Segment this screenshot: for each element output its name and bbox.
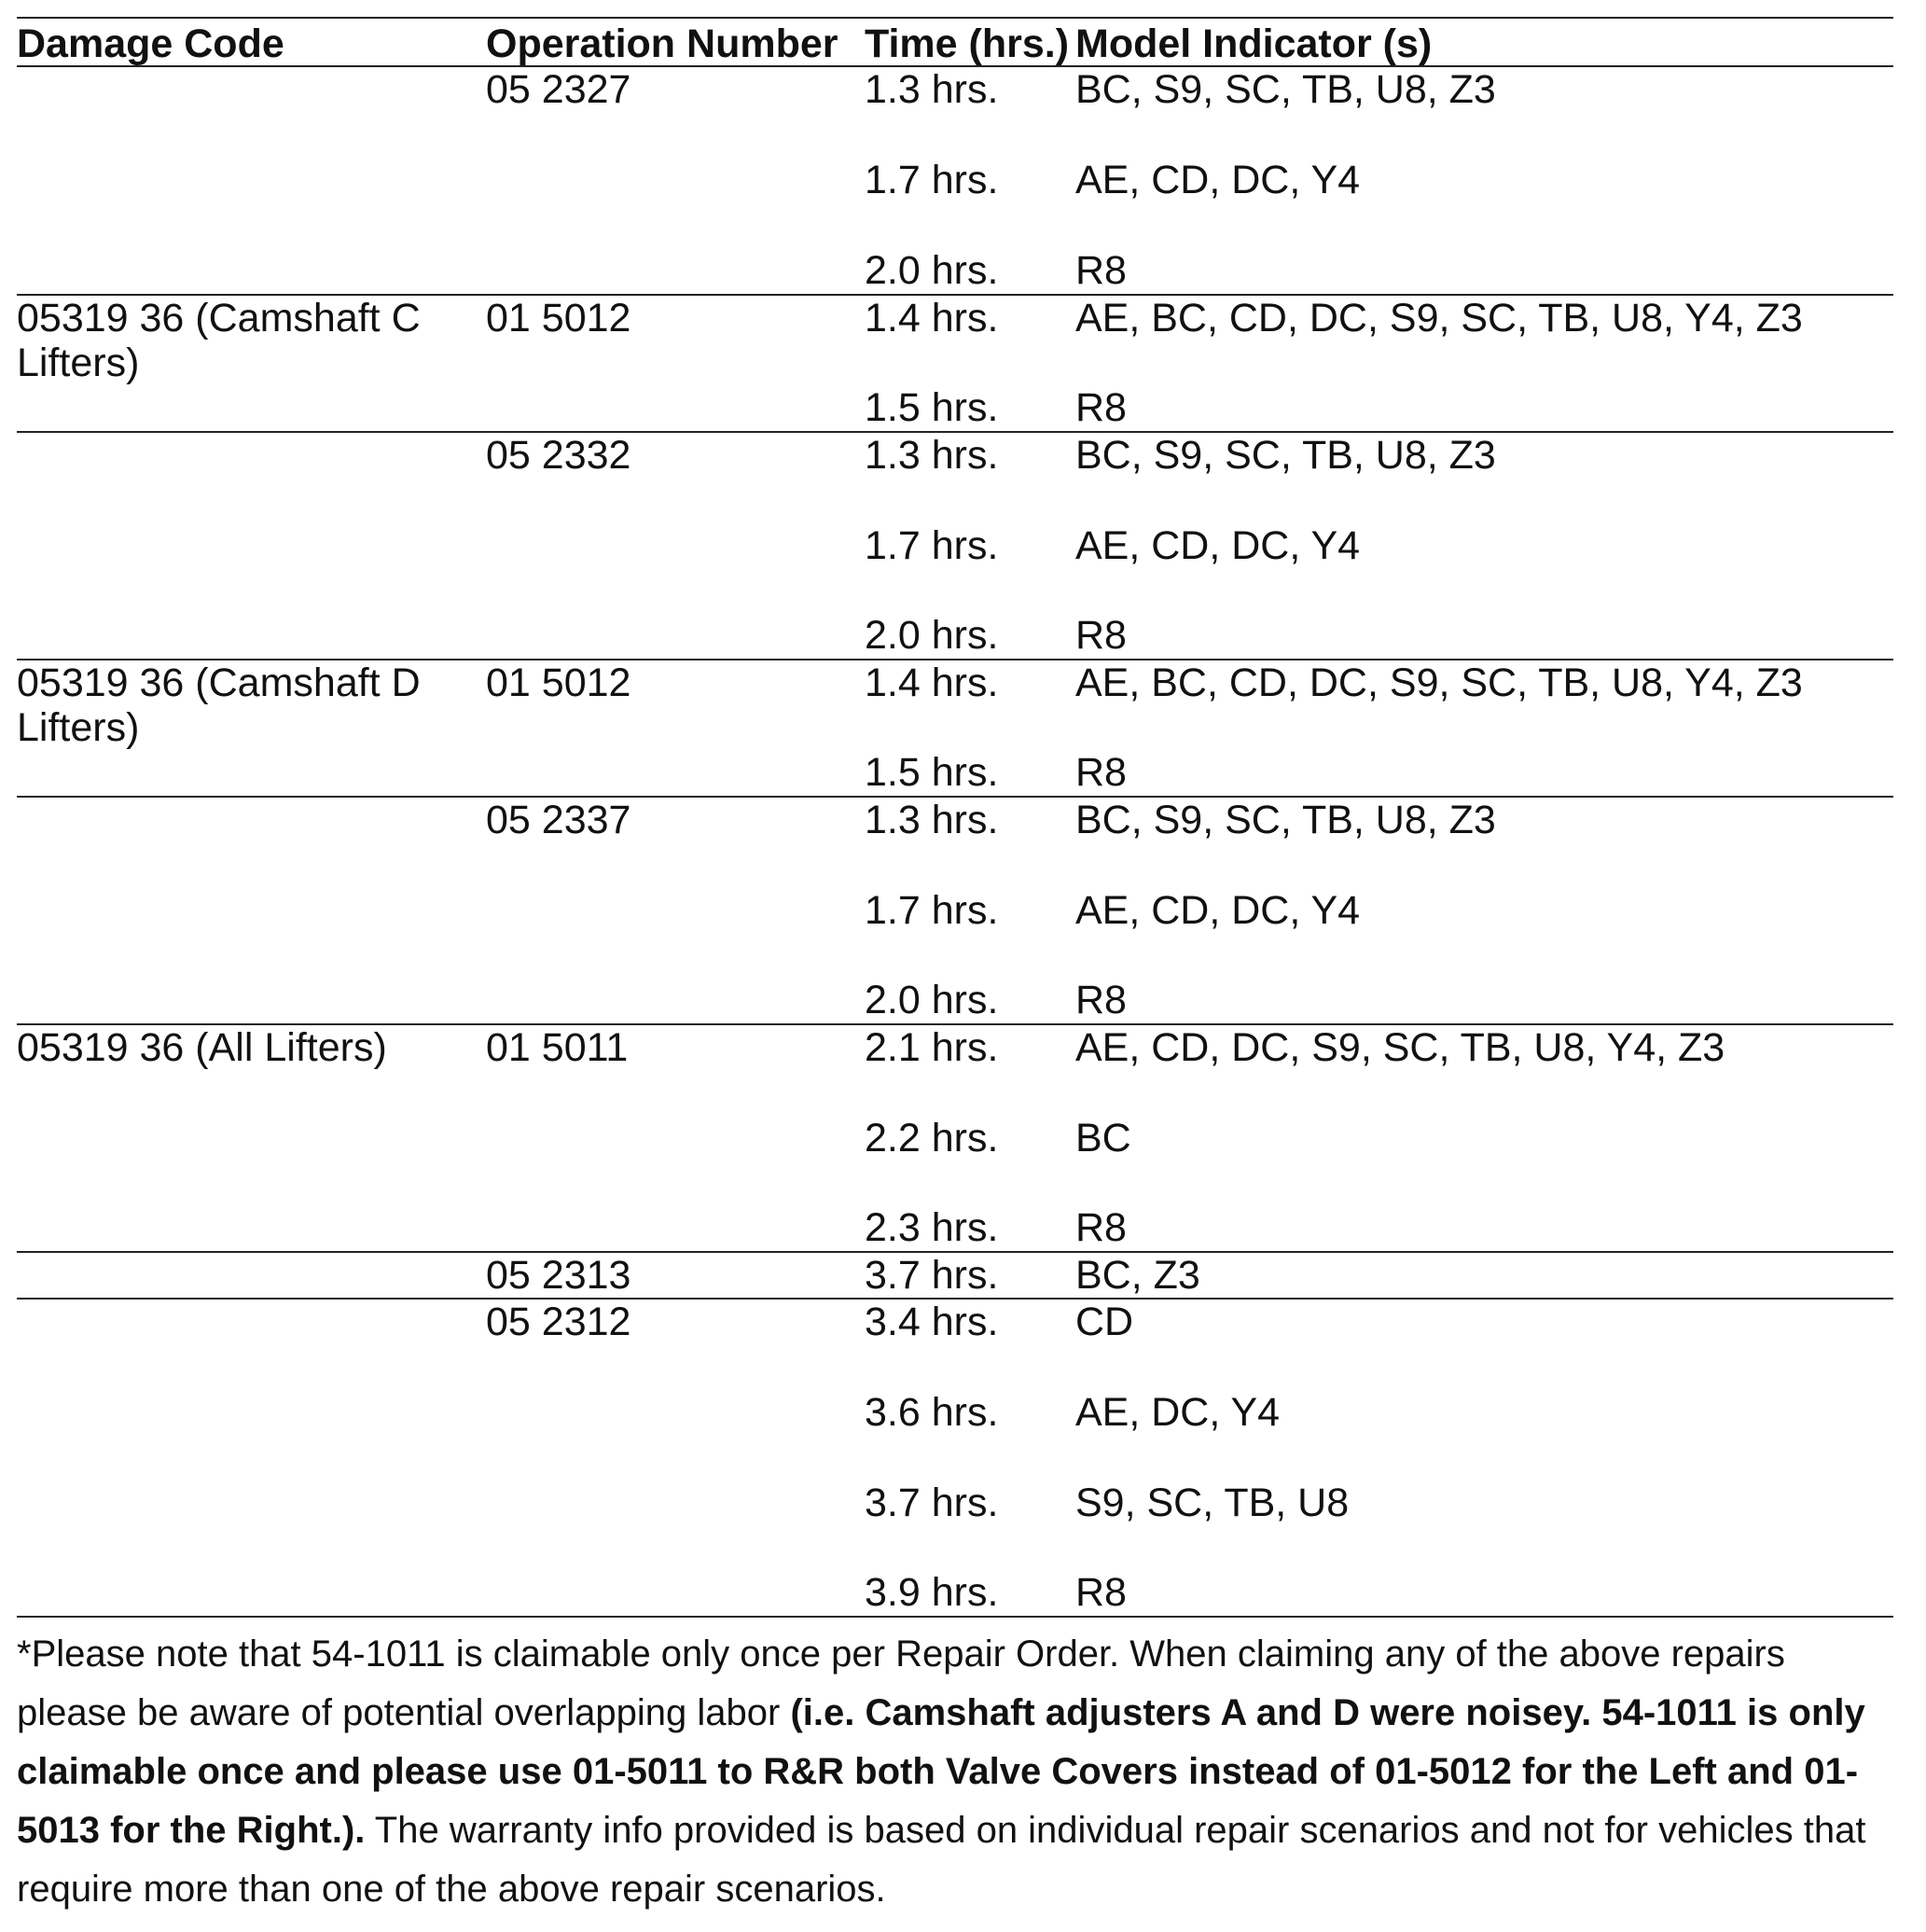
operation-number-cell: 01 5012: [486, 660, 631, 705]
model-indicator-cell: AE, DC, Y4: [1075, 1390, 1281, 1435]
model-indicator-cell: AE, BC, CD, DC, S9, SC, TB, U8, Y4, Z3: [1075, 660, 1803, 705]
model-indicator-cell: AE, CD, DC, S9, SC, TB, U8, Y4, Z3: [1075, 1025, 1725, 1070]
model-indicator-cell: BC, Z3: [1075, 1253, 1200, 1298]
time-cell: 1.3 hrs.: [865, 67, 999, 112]
operation-number-cell: 01 5011: [486, 1025, 629, 1070]
operation-number-cell: 05 2312: [486, 1300, 631, 1344]
time-cell: 1.7 hrs.: [865, 158, 999, 202]
damage-code-cell-continued: Lifters): [17, 341, 140, 385]
time-cell: 1.7 hrs.: [865, 523, 999, 568]
operation-number-cell: 01 5012: [486, 296, 631, 341]
damage-code-cell: 05319 36 (Camshaft D: [17, 660, 421, 705]
time-cell: 3.4 hrs.: [865, 1300, 999, 1344]
footnote-text: *Please note that 54-1011 is claimable only once per Repair Order. When claiming any of the above repairs please be aware of potential overlapping labor: [17, 1633, 1785, 1733]
time-cell: 2.0 hrs.: [865, 248, 999, 293]
time-cell: 3.7 hrs.: [865, 1253, 999, 1298]
time-cell: 1.4 hrs.: [865, 660, 999, 705]
model-indicator-cell: R8: [1075, 248, 1127, 293]
operation-number-cell: 05 2332: [486, 433, 631, 478]
time-cell: 2.0 hrs.: [865, 978, 999, 1022]
model-indicator-cell: BC, S9, SC, TB, U8, Z3: [1075, 67, 1496, 112]
damage-code-cell: 05319 36 (All Lifters): [17, 1025, 387, 1070]
time-cell: 3.9 hrs.: [865, 1570, 999, 1615]
time-cell: 3.7 hrs.: [865, 1480, 999, 1525]
time-cell: 2.1 hrs.: [865, 1025, 999, 1070]
model-indicator-cell: R8: [1075, 978, 1127, 1022]
header-time: Time (hrs.): [865, 21, 1070, 66]
footnote-bold-example: (i.e. Camshaft adjusters A and D were noisey. 54-1011 is only claimable once and please use 01-5011 to R&R both Valve Covers instead of 01-5012 for the Left and 01-5013 for the Right.).: [17, 1692, 1865, 1851]
header-operation-number: Operation Number: [486, 21, 838, 66]
operation-number-cell: 05 2337: [486, 798, 631, 842]
footnote: [17, 1625, 1891, 1919]
damage-code-cell: 05319 36 (Camshaft C: [17, 296, 421, 341]
time-cell: 1.7 hrs.: [865, 888, 999, 933]
model-indicator-cell: BC: [1075, 1116, 1131, 1161]
time-cell: 1.4 hrs.: [865, 296, 999, 341]
model-indicator-cell: BC, S9, SC, TB, U8, Z3: [1075, 798, 1496, 842]
model-indicator-cell: R8: [1075, 613, 1127, 658]
time-cell: 3.6 hrs.: [865, 1390, 999, 1435]
model-indicator-cell: R8: [1075, 1570, 1127, 1615]
damage-code-cell-continued: Lifters): [17, 705, 140, 750]
model-indicator-cell: R8: [1075, 750, 1127, 795]
operation-number-cell: 05 2327: [486, 67, 631, 112]
time-cell: 2.2 hrs.: [865, 1116, 999, 1161]
model-indicator-cell: CD: [1075, 1300, 1134, 1344]
model-indicator-cell: BC, S9, SC, TB, U8, Z3: [1075, 433, 1496, 478]
header-damage-code: Damage Code: [17, 21, 284, 66]
time-cell: 2.0 hrs.: [865, 613, 999, 658]
model-indicator-cell: R8: [1075, 385, 1127, 430]
model-indicator-cell: AE, BC, CD, DC, S9, SC, TB, U8, Y4, Z3: [1075, 296, 1803, 341]
table-bottom-rule: [17, 1616, 1893, 1618]
time-cell: 1.5 hrs.: [865, 750, 999, 795]
model-indicator-cell: AE, CD, DC, Y4: [1075, 158, 1361, 202]
model-indicator-cell: R8: [1075, 1205, 1127, 1250]
model-indicator-cell: AE, CD, DC, Y4: [1075, 888, 1361, 933]
time-cell: 1.3 hrs.: [865, 798, 999, 842]
header-model-indicator: Model Indicator (s): [1075, 21, 1433, 66]
operation-number-cell: 05 2313: [486, 1253, 631, 1298]
table-top-rule: [17, 17, 1893, 19]
time-cell: 1.5 hrs.: [865, 385, 999, 430]
model-indicator-cell: AE, CD, DC, Y4: [1075, 523, 1361, 568]
footnote-text-end: The warranty info provided is based on individual repair scenarios and not for vehicles that require more than one of the above repair scenarios.: [17, 1810, 1866, 1910]
time-cell: 2.3 hrs.: [865, 1205, 999, 1250]
time-cell: 1.3 hrs.: [865, 433, 999, 478]
model-indicator-cell: S9, SC, TB, U8: [1075, 1480, 1350, 1525]
